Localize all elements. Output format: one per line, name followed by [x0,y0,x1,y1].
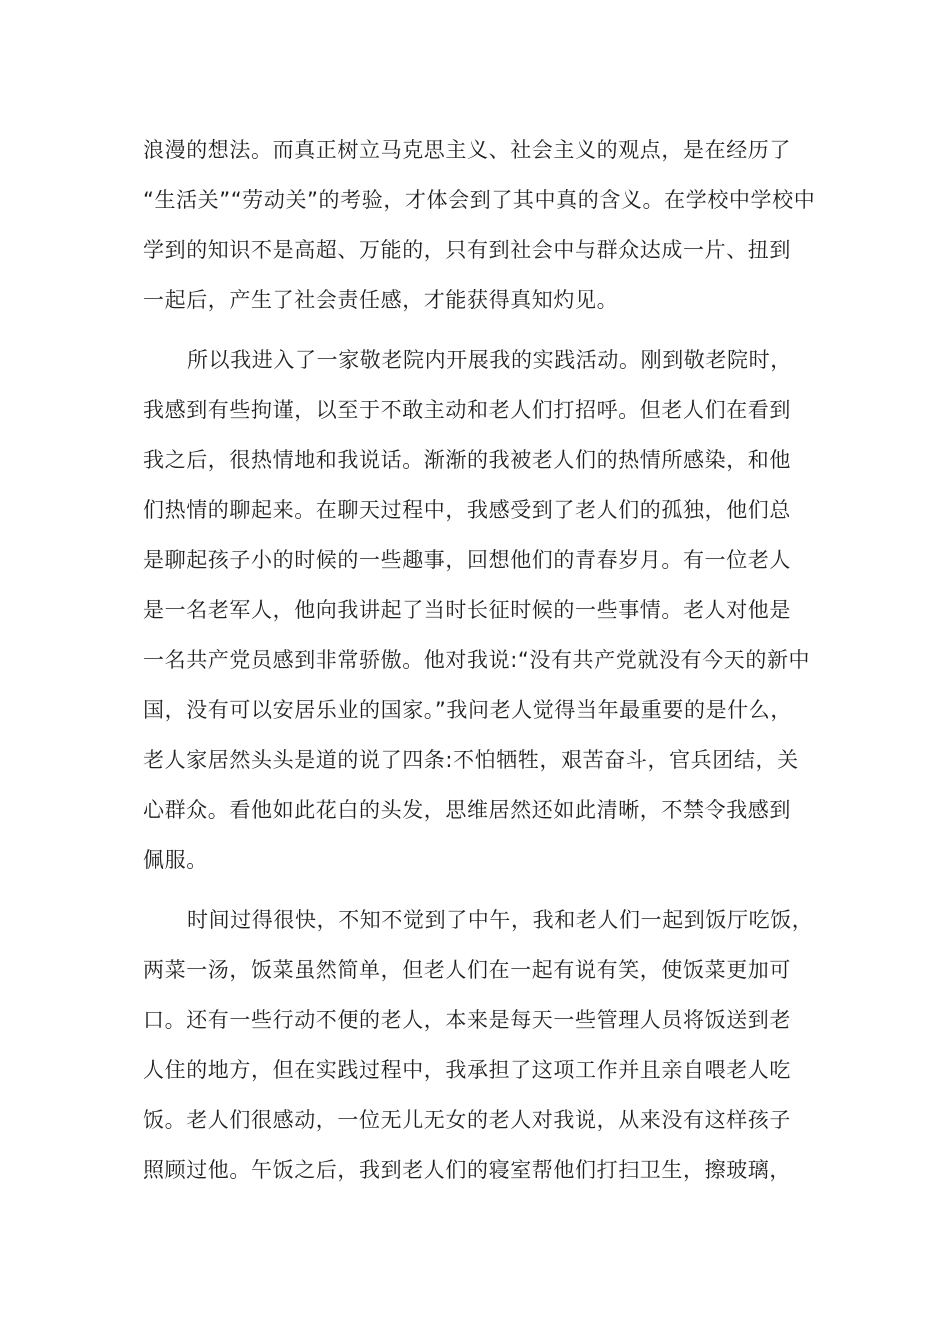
paragraph-line: 浪漫的想法。而真正树立马克思主义、社会主义的观点，是在经历了 [143,138,791,162]
paragraph-line: 老人家居然头头是道的说了四条:不怕牺牲，艰苦奋斗，官兵团结，关 [143,748,799,772]
paragraph-line: 照顾过他。午饭之后，我到老人们的寝室帮他们打扫卫生，擦玻璃， [143,1158,791,1182]
paragraph-line: 人住的地方，但在实践过程中，我承担了这项工作并且亲自喂老人吃 [143,1058,791,1082]
paragraph-line: 学到的知识不是高超、万能的，只有到社会中与群众达成一片、扭到 [143,238,791,262]
paragraph-line: 国，没有可以安居乐业的国家。”我问老人觉得当年最重要的是什么， [143,698,792,722]
paragraph-line: 所以我进入了一家敬老院内开展我的实践活动。刚到敬老院时， [187,348,792,372]
paragraph-line: 一起后，产生了社会责任感，才能获得真知灼见。 [143,288,619,312]
paragraph-line: 时间过得很快，不知不觉到了中午，我和老人们一起到饭厅吃饭， [187,908,814,932]
paragraph-line: “生活关”“劳动关”的考验，才体会到了其中真的含义。在学校中学校中 [143,188,816,212]
paragraph-line: 是聊起孩子小的时候的一些趣事，回想他们的青春岁月。有一位老人 [143,548,791,572]
paragraph-line: 佩服。 [143,848,208,872]
paragraph-line: 一名共产党员感到非常骄傲。他对我说:“没有共产党就没有今天的新中 [143,648,811,672]
paragraph-line: 们热情的聊起来。在聊天过程中，我感受到了老人们的孤独，他们总 [143,498,791,522]
paragraph-1 [143,125,816,325]
paragraph-line: 两菜一汤，饭菜虽然简单，但老人们在一起有说有笑，使饭菜更加可 [143,958,791,982]
paragraph-3 [143,895,813,1195]
paragraph-line: 饭。老人们很感动，一位无儿无女的老人对我说，从来没有这样孩子 [143,1108,791,1132]
paragraph-line: 我感到有些拘谨，以至于不敢主动和老人们打招呼。但老人们在看到 [143,398,791,422]
paragraph-line: 心群众。看他如此花白的头发，思维居然还如此清晰，不禁令我感到 [143,798,791,822]
paragraph-line: 是一名老军人，他向我讲起了当时长征时候的一些事情。老人对他是 [143,598,791,622]
paragraph-line: 口。还有一些行动不便的老人，本来是每天一些管理人员将饭送到老 [143,1008,791,1032]
paragraph-line: 我之后，很热情地和我说话。渐渐的我被老人们的热情所感染，和他 [143,448,791,472]
paragraph-2 [143,335,813,885]
